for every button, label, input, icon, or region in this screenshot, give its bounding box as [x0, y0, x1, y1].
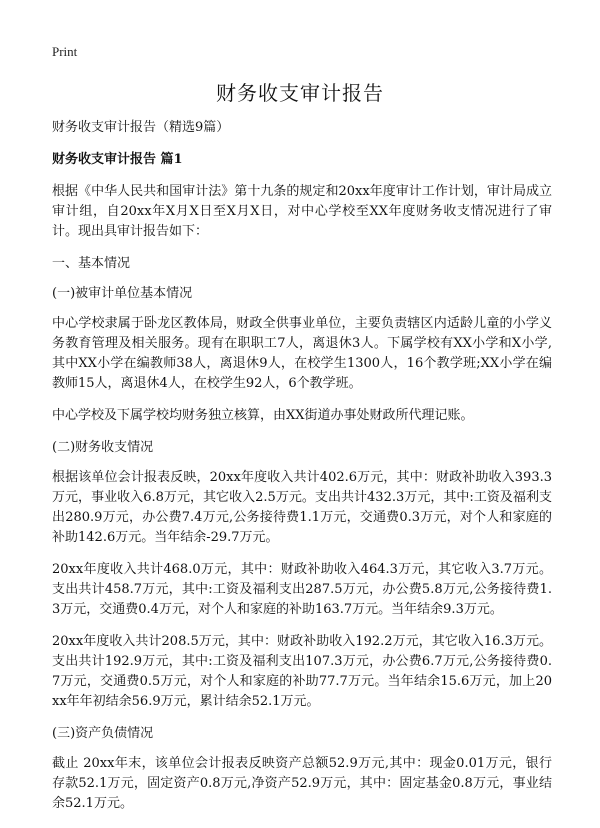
print-label[interactable]: Print [52, 44, 78, 59]
section-heading: 财务收支审计报告 篇1 [52, 152, 183, 167]
page-title: 财务收支审计报告 [216, 81, 384, 105]
document-body [52, 118, 552, 826]
document-subtitle: 财务收支审计报告（精选9篇） [52, 120, 230, 135]
heading-unit-info: (一)被审计单位基本情况 [52, 286, 193, 301]
heading-assets: (三)资产负债情况 [52, 726, 154, 741]
heading-finance: (二)财务收支情况 [52, 440, 154, 455]
accounting-paragraph: 中心学校及下属学校均财务独立核算，由XX街道办事处财政所代理记账。 [52, 408, 474, 423]
assets-paragraph: 截止 20xx年末，该单位会计报表反映资产总额52.9万元,其中：现金0.01万元，银行存款52.1万元，固定资产0.8万元,净资产52.9万元，其中：固定基金0.8万元，事业结余52.1万元。 [52, 756, 552, 811]
heading-basic-info: 一、基本情况 [52, 256, 131, 271]
finance-year3-paragraph: 20xx年度收入共计208.5万元，其中：财政补助收入192.2万元，其它收入16.3万元。支出共计192.9万元，其中:工资及福利支出107.3万元，办公费6.7万元,公务接待费0.7万元，交通费0.5万元，对个人和家庭的补助77.7万元。当年结余15.6万元，加上20xx年年初结余56.9万元，累计结余52.1万元。 [52, 634, 552, 709]
finance-year2-paragraph: 20xx年度收入共计468.0万元，其中：财政补助收入464.3万元，其它收入3.7万元。支出共计458.7万元，其中:工资及福利支出287.5万元，办公费5.8万元,公务接待费1.3万元，交通费0.4万元，对个人和家庭的补助163.7万元。当年结余9.3万元。 [52, 562, 552, 617]
unit-info-paragraph: 中心学校隶属于卧龙区教体局，财政全供事业单位，主要负责辖区内适龄儿童的小学义务教育管理及相关服务。现有在职职工7人，离退休3人。下属学校有XX小学和X小学,其中XX小学在编教师38人，离退休9人，在校学生1300人，16个教学班;XX小学在编教师15人，离退休4人，在校学生92人，6个教学班。 [52, 316, 552, 391]
intro-paragraph: 根据《中华人民共和国审计法》第十九条的规定和20xx年度审计工作计划，审计局成立审计组，自20xx年X月X日至X月X日，对中心学校至XX年度财务收支情况进行了审计。现出具审计报告如下： [52, 184, 552, 239]
finance-year1-paragraph: 根据该单位会计报表反映，20xx年度收入共计402.6万元，其中：财政补助收入393.3万元，事业收入6.8万元，其它收入2.5万元。支出共计432.3万元，其中:工资及福利支出280.9万元，办公费7.4万元,公务接待费1.1万元，交通费0.3万元，对个人和家庭的补助142.6万元。当年结余-29.7万元。 [52, 470, 552, 545]
